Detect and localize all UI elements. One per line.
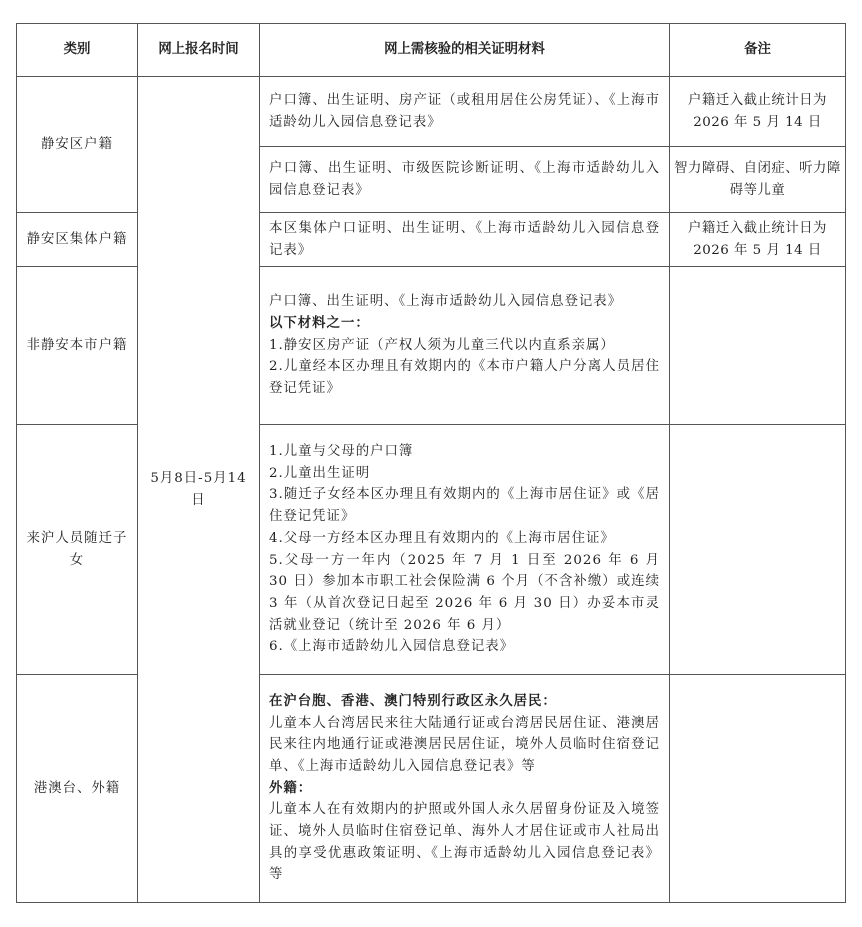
table-header-row [17,24,846,77]
materials-item: 5.父母一方一年内（2025 年 7 月 1 日至 2026 年 6 月 30 日）参加本市职工社会保险满 6 个月（不含补缴）或连续 3 年（从首次登记日起至 2026 年 6 月 30 日）办妥本市灵活就业登记（统计至 2026 年 6 月） [269,552,660,633]
category-cell: 静安区集体户籍 [17,213,138,267]
materials-item: 1.静安区房产证（产权人须为儿童三代以内直系亲属） [269,337,615,353]
materials-text: 儿童本人在有效期内的护照或外国人永久居留身份证及入境签证、境外人员临时住宿登记单、海外人才居住证或市人社局出具的享受优惠政策证明、《上海市适龄幼儿入园信息登记表》等 [269,802,660,883]
materials-item: 2.儿童经本区办理且有效期内的《本市户籍人户分离人员居住登记凭证》 [269,359,660,397]
header-materials: 网上需核验的相关证明材料 [260,24,670,77]
note-cell: 户籍迁入截止统计日为 2026 年 5 月 14 日 [670,77,846,147]
category-cell: 来沪人员随迁子女 [17,425,138,675]
materials-cell [260,425,670,675]
materials-cell: 本区集体户口证明、出生证明、《上海市适龄幼儿入园信息登记表》 [260,213,670,267]
table-row [17,77,846,147]
category-cell: 非静安本市户籍 [17,267,138,425]
note-cell [670,675,846,903]
note-cell: 智力障碍、自闭症、听力障碍等儿童 [670,147,846,213]
materials-cell [260,675,670,903]
materials-item: 1.儿童与父母的户口簿 [269,443,414,459]
materials-text: 儿童本人台湾居民来往大陆通行证或台湾居民居住证、港澳居民来往内地通行证或港澳居民居住证，境外人员临时住宿登记单、《上海市适龄幼儿入园信息登记表》等 [269,715,660,774]
materials-cell: 户口簿、出生证明、市级医院诊断证明、《上海市适龄幼儿入园信息登记表》 [260,147,670,213]
category-cell: 港澳台、外籍 [17,675,138,903]
category-cell: 静安区户籍 [17,77,138,213]
materials-item: 6.《上海市适龄幼儿入园信息登记表》 [269,639,515,655]
note-cell [670,425,846,675]
materials-subheading: 外籍： [269,780,313,796]
materials-item: 2.儿童出生证明 [269,465,371,481]
header-notes: 备注 [670,24,846,77]
header-registration-time: 网上报名时间 [138,24,260,77]
registration-period-cell: 5月8日-5月14日 [138,77,260,903]
header-category: 类别 [17,24,138,77]
materials-item: 3.随迁子女经本区办理且有效期内的《上海市居住证》或《居住登记凭证》 [269,487,660,525]
enrollment-materials-table [16,23,846,903]
materials-text: 户口簿、出生证明、《上海市适龄幼儿入园信息登记表》 [269,294,623,310]
materials-cell [260,267,670,425]
materials-item: 4.父母一方经本区办理且有效期内的《上海市居住证》 [269,530,615,546]
materials-subheading: 以下材料之一： [269,315,370,331]
materials-subheading: 在沪台胞、香港、澳门特别行政区永久居民： [269,693,557,709]
materials-cell: 户口簿、出生证明、房产证（或租用居住公房凭证）、《上海市适龄幼儿入园信息登记表》 [260,77,670,147]
note-cell: 户籍迁入截止统计日为 2026 年 5 月 14 日 [670,213,846,267]
note-cell [670,267,846,425]
